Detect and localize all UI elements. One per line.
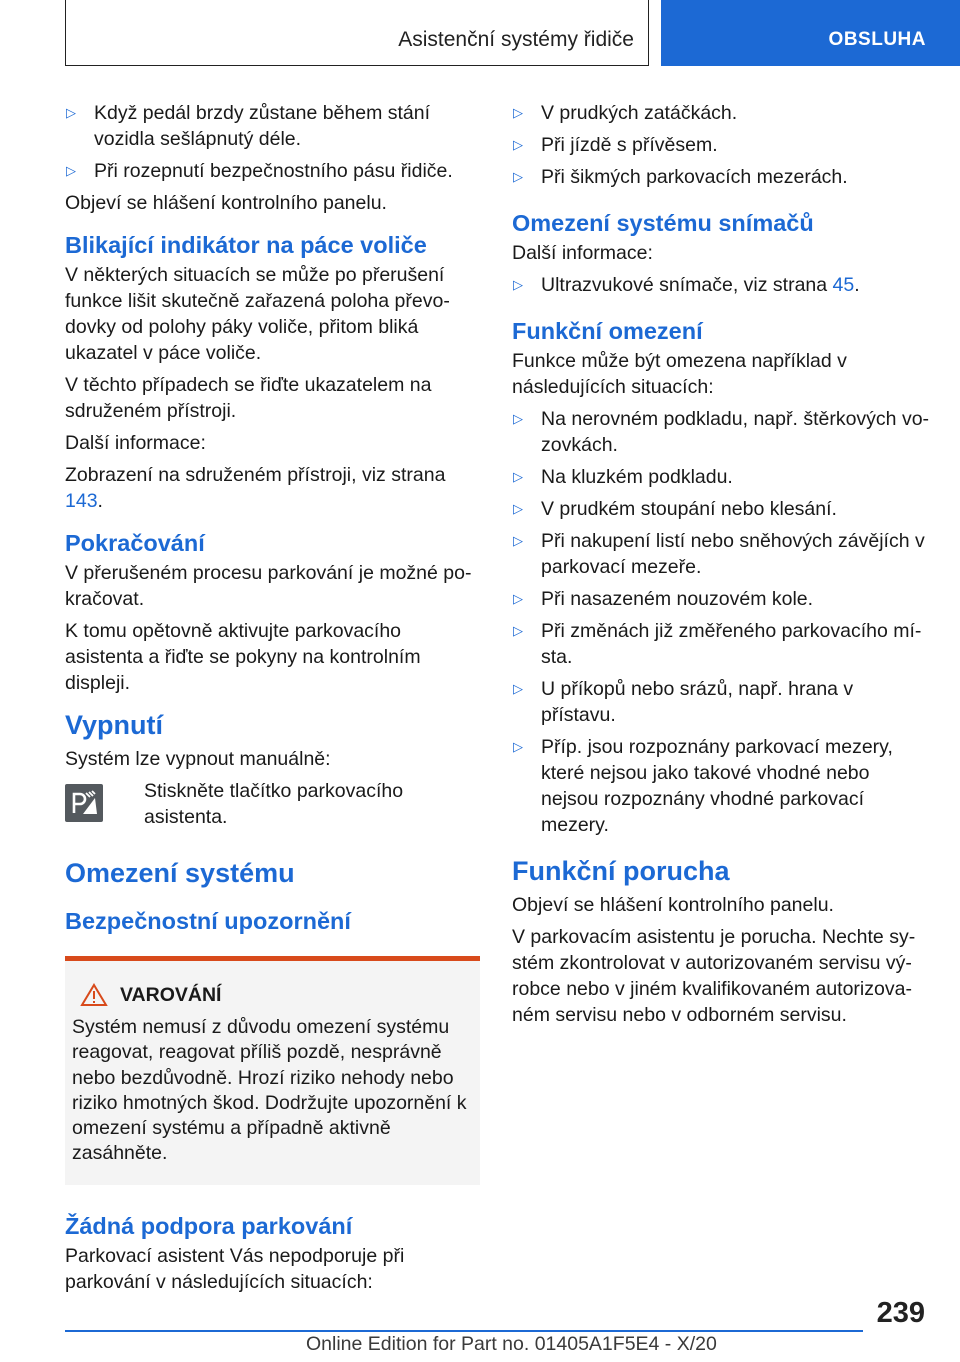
heading-malfunction: Funkční porucha (512, 856, 730, 886)
header-tab (65, 0, 649, 66)
paragraph: Další informace: (65, 432, 206, 454)
warning-triangle-icon (80, 983, 108, 1007)
triangle-right-icon: ▷ (66, 105, 76, 120)
list-item: ▷ Na kluzkém podkladu. (513, 466, 733, 488)
triangle-right-icon: ▷ (513, 623, 523, 638)
heading-switch-off: Vypnutí (65, 710, 163, 740)
heading-function-limits: Funkční omezení (512, 318, 703, 344)
list-item: ▷ Příp. jsou rozpoznány parkovací mezery, které nejsou jako takové vhodné nebo nejsou rozpoznány vhodné parkovací mezery. (513, 736, 893, 836)
triangle-right-icon: ▷ (513, 501, 523, 516)
list-item: ▷ Při změnách již změřeného parkovacího místa. (513, 620, 922, 668)
list-item: ▷ Při nasazeném nouzovém kole. (513, 588, 814, 610)
footer-edition: Online Edition for Part no. 01405A1F5E4 - X/20 (306, 1333, 717, 1355)
header-section-tab (661, 0, 960, 66)
triangle-right-icon: ▷ (513, 739, 523, 754)
header-section-label: OBSLUHA (828, 29, 926, 50)
triangle-right-icon: ▷ (513, 137, 523, 152)
warning-title: VAROVÁNÍ (120, 983, 222, 1006)
list-item: ▷ Na nerovném podkladu, např. štěrkových vozovkách. (513, 408, 930, 456)
list-item: ▷ V prudkém stoupání nebo klesání. (513, 498, 837, 520)
left-column (65, 100, 480, 1301)
paragraph: Objeví se hlášení kontrolního panelu. (512, 894, 834, 916)
paragraph: Další informace: (512, 242, 653, 264)
paragraph: Parkovací asistent Vás nepodporuje při parkování v následujících situacích: (65, 1244, 405, 1293)
list-item: ▷ Při nakupení listí nebo sněhových závějích v parkovací mezeře. (513, 530, 925, 578)
paragraph: Funkce může být omezena například v následujících situacích: (512, 350, 847, 398)
triangle-right-icon: ▷ (513, 411, 523, 426)
list-item: ▷ U příkopů nebo srázů, např. hrana v přístavu. (513, 678, 854, 726)
button-instruction: Stiskněte tlačítko parkovacího asistenta. (65, 778, 480, 830)
paragraph: Objeví se hlášení kontrolního panelu. (65, 192, 387, 214)
paragraph: V parkovacím asistentu je porucha. Nechte systém zkontrolovat v autorizovaném servisu výrobce nebo v jiném kvalifikovaném autorizovaném servisu nebo v odborném servisu. (512, 926, 916, 1026)
triangle-right-icon: ▷ (513, 681, 523, 696)
triangle-right-icon: ▷ (513, 277, 523, 292)
page-number: 239 (876, 1297, 925, 1329)
park-assist-button-icon (65, 784, 103, 822)
list-item: ▷ Když pedál brzdy zůstane během stání vozidla sešlápnutý déle. (66, 102, 431, 150)
right-column (512, 100, 932, 1034)
warning-header (72, 983, 474, 1007)
page-link-143[interactable]: 143 (65, 490, 98, 512)
heading-sensor-limits: Omezení systému snímačů (512, 210, 814, 236)
triangle-right-icon: ▷ (513, 533, 523, 548)
list-item: ▷ Při jízdě s přívěsem. (513, 134, 718, 156)
list-item: ▷ Při šikmých parkovacích mezerách. (513, 166, 848, 188)
paragraph: K tomu opětovně aktivujte parkovacího asistenta a řiďte se pokyny na kontrolním displeji. (65, 620, 421, 694)
warning-text: Systém nemusí z důvodu omezení systému reagovat, reagovat příliš pozdě, nesprávně nebo bezdůvodně. Hrozí riziko nehody nebo riziko hmotných škod. Dodržujte upozornění k omezení systému a případně aktivně zasáhněte. (72, 1016, 467, 1165)
triangle-right-icon: ▷ (513, 169, 523, 184)
paragraph: V některých situacích se může po přerušení funkce lišit skutečně zařazená poloha převodovky od polohy páky voliče, přitom bliká ukazatel v páce voliče. (65, 264, 450, 364)
triangle-right-icon: ▷ (66, 163, 76, 178)
list-item: ▷ Ultrazvukové snímače, viz strana 45. (513, 274, 860, 296)
triangle-right-icon: ▷ (513, 469, 523, 484)
paragraph: Systém lze vypnout manuálně: (65, 748, 331, 770)
heading-continue: Pokračování (65, 530, 205, 556)
triangle-right-icon: ▷ (513, 105, 523, 120)
warning-box (65, 956, 480, 1185)
footer-divider (65, 1330, 863, 1332)
page-link-45[interactable]: 45 (832, 274, 855, 296)
list-item: ▷ V prudkých zatáčkách. (513, 102, 738, 124)
heading-blinking-indicator: Blikající indikátor na páce voliče (65, 232, 427, 258)
list-item: ▷ Při rozepnutí bezpečnostního pásu řidiče. (66, 160, 453, 182)
paragraph: V těchto případech se řiďte ukazatelem na sdruženém přístroji. (65, 374, 432, 422)
heading-system-limits: Omezení systému (65, 858, 295, 888)
paragraph: V přerušeném procesu parkování je možné pokračovat. (65, 562, 472, 610)
header-title: Asistenční systémy řidiče (398, 28, 634, 51)
heading-no-support: Žádná podpora parkování (65, 1212, 353, 1239)
cross-reference: Zobrazení na sdruženém přístroji, viz strana 143. (65, 464, 446, 512)
heading-safety-notes: Bezpečnostní upozornění (65, 908, 351, 934)
triangle-right-icon: ▷ (513, 591, 523, 606)
